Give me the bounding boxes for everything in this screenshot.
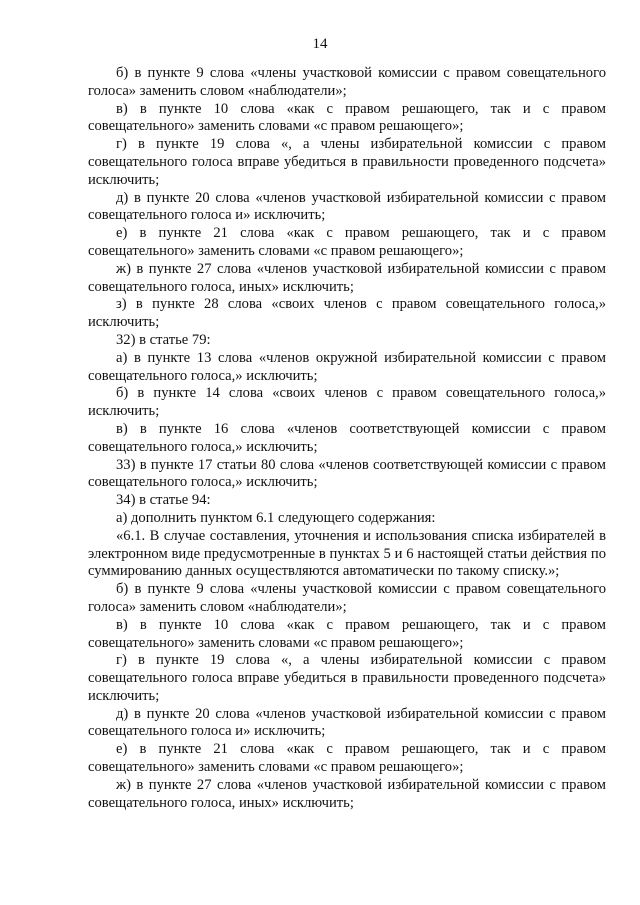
page-number: 14 (312, 36, 328, 52)
paragraph: 34) в статье 94: (116, 492, 211, 509)
paragraph: д) в пункте 20 слова «членов участковой избирательной комиссии с правом совещательного голоса и» исключить; (88, 705, 606, 740)
paragraph: з) в пункте 28 слова «своих членов с правом совещательного голоса,» исключить; (88, 296, 606, 331)
paragraph: 33) в пункте 17 статьи 80 слова «членов соответствующей комиссии с правом совещательного голоса,» исключить; (88, 456, 606, 491)
paragraph: 32) в статье 79: (116, 331, 211, 348)
paragraph: в) в пункте 16 слова «членов соответствующей комиссии с правом совещательного голоса,» исключить; (88, 420, 606, 455)
paragraph: б) в пункте 14 слова «своих членов с правом совещательного голоса,» исключить; (88, 385, 606, 420)
document-body (88, 65, 606, 812)
paragraph: д) в пункте 20 слова «членов участковой избирательной комиссии с правом совещательного голоса и» исключить; (88, 189, 606, 224)
paragraph: е) в пункте 21 слова «как с правом решающего, так и с правом совещательного» заменить словами «с правом решающего»; (88, 741, 606, 776)
paragraph: «6.1. В случае составления, уточнения и использования списка избирателей в электронном виде предусмотренные в пунктах 5 и 6 настоящей статьи действия по суммированию данных осуществляются автоматически по такому списку.»; (88, 527, 606, 580)
paragraph: ж) в пункте 27 слова «членов участковой избирательной комиссии с правом совещательного голоса, иных» исключить; (88, 776, 606, 811)
paragraph: а) дополнить пунктом 6.1 следующего содержания: (116, 509, 436, 526)
paragraph: е) в пункте 21 слова «как с правом решающего, так и с правом совещательного» заменить словами «с правом решающего»; (88, 225, 606, 259)
paragraph: в) в пункте 10 слова «как с правом решающего, так и с правом совещательного» заменить словами «с правом решающего»; (88, 616, 606, 651)
paragraph: г) в пункте 19 слова «, а члены избирательной комиссии с правом совещательного голоса вправе убедиться в правильности проведенного подсчета» исключить; (88, 652, 606, 704)
paragraph: ж) в пункте 27 слова «членов участковой избирательной комиссии с правом совещательного голоса, иных» исключить; (88, 260, 606, 295)
paragraph: г) в пункте 19 слова «, а члены избирательной комиссии с правом совещательного голоса вправе убедиться в правильности проведенного подсчета» исключить; (88, 136, 606, 188)
paragraph: а) в пункте 13 слова «членов окружной избирательной комиссии с правом совещательного голоса,» исключить; (88, 349, 606, 384)
paragraph: б) в пункте 9 слова «члены участковой комиссии с правом совещательного голоса» заменить словом «наблюдатели»; (88, 581, 606, 615)
paragraph: б) в пункте 9 слова «члены участковой комиссии с правом совещательного голоса» заменить словом «наблюдатели»; (88, 65, 606, 99)
paragraph: в) в пункте 10 слова «как с правом решающего, так и с правом совещательного» заменить словами «с правом решающего»; (88, 100, 606, 135)
